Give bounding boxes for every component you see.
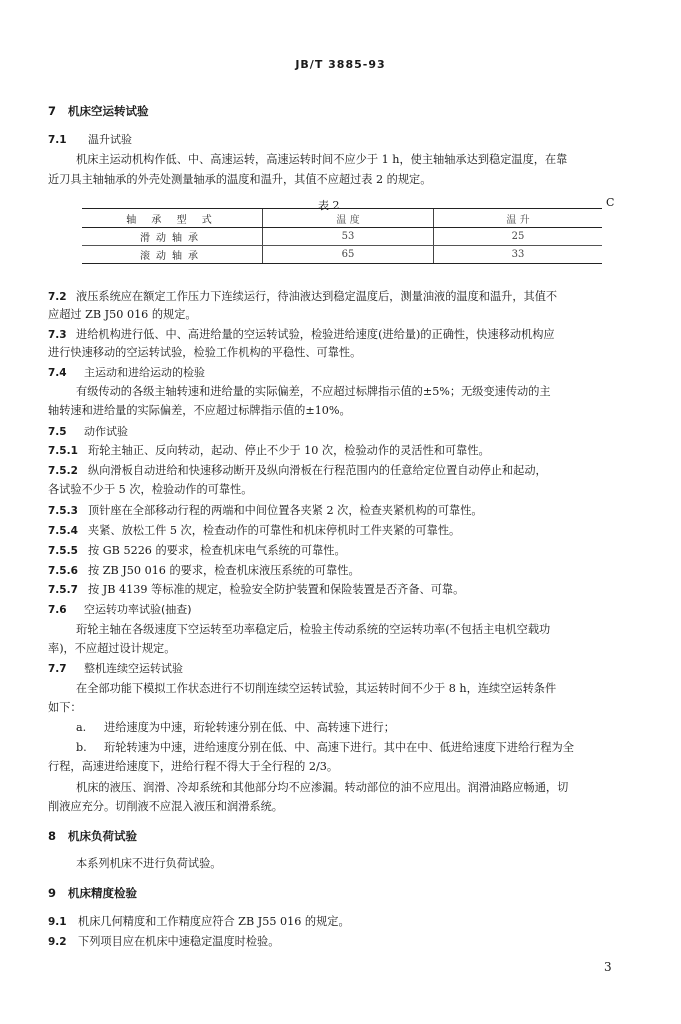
- list-marker: b.: [76, 741, 87, 754]
- table-header-cell: 轴 承 型 式: [82, 209, 263, 228]
- clause-number: 7.5.4: [48, 525, 78, 537]
- clause-number: 9.1: [48, 916, 67, 928]
- table-cell: 滑动轴承: [82, 228, 263, 246]
- list-item-b: [76, 741, 574, 755]
- table-header-row: [82, 209, 602, 228]
- clause-number: 7.2: [48, 291, 67, 303]
- paragraph-line: 机床的液压、润滑、冷却系统和其他部分均不应渗漏。转动部位的油不应甩出。润滑油路应畅通，切: [76, 781, 569, 794]
- paragraph-line: 近刀具主轴轴承的外壳处测量轴承的温度和温升，其值不应超过表 2 的规定。: [48, 173, 432, 186]
- section-number: 7: [48, 104, 57, 118]
- paragraph-line: 轴转速和进给量的实际偏差，不应超过标牌指示值的±10%。: [48, 404, 351, 417]
- clause-7-5-2: [48, 464, 547, 478]
- clause-7-5-5: [48, 544, 346, 558]
- clause-number: 9.2: [48, 936, 67, 948]
- section-number: 8: [48, 829, 57, 843]
- table-cell: 滚动轴承: [82, 246, 263, 264]
- section-7-heading: [48, 104, 149, 118]
- table-header-cell: 温 度: [263, 209, 434, 228]
- clause-text: 顶针座在全部移动行程的两端和中间位置各夹紧 2 次，检查夹紧机构的可靠性。: [88, 504, 483, 517]
- list-item-a: [76, 721, 395, 735]
- clause-text: 机床几何精度和工作精度应符合 ZB J55 016 的规定。: [78, 915, 350, 928]
- section-title: 机床空运转试验: [68, 104, 149, 118]
- paragraph-line: 率)，不应超过设计规定。: [48, 642, 176, 655]
- paragraph-line: 进给机构进行低、中、高进给量的空运转试验，检验进给速度(进给量)的正确性，快速移动机构应: [76, 328, 555, 341]
- table-unit-mark: C: [606, 196, 615, 209]
- table-row: [82, 246, 602, 264]
- list-text: 进给速度为中速，珩轮转速分别在低、中、高转速下进行；: [104, 721, 395, 734]
- clause-7-5-6: [48, 564, 360, 578]
- clause-text: 按 GB 5226 的要求，检查机床电气系统的可靠性。: [88, 544, 346, 557]
- paragraph-line: 行程，高速进给速度下，进给行程不得大于全行程的 2/3。: [48, 760, 339, 773]
- clause-7-5-7: [48, 583, 464, 597]
- clause-7-2: [48, 290, 557, 304]
- paragraph-line: 在全部功能下模拟工作状态进行不切削连续空运转试验，其运转时间不少于 8 h，连续空运转条件: [76, 682, 557, 695]
- section-number: 7.6: [48, 604, 67, 616]
- clause-text: 夹紧、放松工件 5 次，检查动作的可靠性和机床停机时工件夹紧的可靠性。: [88, 524, 461, 537]
- table-cell: 53: [263, 228, 434, 246]
- paragraph-line: 珩轮主轴在各级速度下空运转至功率稳定后，检验主传动系统的空运转功率(不包括主电机空载功: [76, 623, 551, 636]
- clause-9-1: [48, 915, 350, 929]
- table-caption: 表 2: [318, 199, 340, 212]
- section-number: 9: [48, 886, 57, 900]
- clause-7-5-3: [48, 504, 483, 518]
- clause-number: 7.5.2: [48, 465, 78, 477]
- clause-text: 下列项目应在机床中速稳定温度时检验。: [78, 935, 280, 948]
- section-9-heading: [48, 886, 137, 900]
- clause-text: 按 JB 4139 等标准的规定，检验安全防护装置和保险装置是否齐备、可靠。: [88, 583, 465, 596]
- clause-number: 7.5.5: [48, 545, 78, 557]
- section-7-7-heading: [48, 662, 183, 676]
- clause-7-5-1: [48, 444, 490, 458]
- section-title: 机床精度检验: [68, 886, 138, 900]
- clause-number: 7.5.1: [48, 445, 78, 457]
- clause-text: 纵向滑板自动进给和快速移动断开及纵向滑板在行程范围内的任意给定位置自动停止和起动，: [88, 464, 547, 477]
- section-7-5-heading: [48, 425, 128, 439]
- page-number: 3: [604, 960, 612, 974]
- section-8-heading: [48, 829, 137, 843]
- section-number: 7.5: [48, 426, 67, 438]
- section-title: 整机连续空运转试验: [84, 662, 183, 675]
- clause-number: 7.5.7: [48, 584, 78, 596]
- table-cell: 25: [434, 228, 603, 246]
- section-number: 7.4: [48, 367, 67, 379]
- clause-number: 7.5.3: [48, 505, 78, 517]
- list-marker: a.: [76, 721, 87, 734]
- table-cell: 33: [434, 246, 603, 264]
- table-row: [82, 228, 602, 246]
- clause-7-3: [48, 328, 555, 342]
- clause-7-5-4: [48, 524, 460, 538]
- section-7-1-heading: [48, 133, 132, 147]
- paragraph-line: 机床主运动机构作低、中、高速运转，高速运转时间不应少于 1 h，使主轴轴承达到稳定温度，在靠: [76, 153, 568, 166]
- paragraph-line: 液压系统应在额定工作压力下连续运行，待油液达到稳定温度后，测量油液的温度和温升，其值不: [76, 290, 558, 303]
- clause-text: 珩轮主轴正、反向转动，起动、停止不少于 10 次，检验动作的灵活性和可靠性。: [88, 444, 490, 457]
- section-number: 7.7: [48, 663, 67, 675]
- section-title: 主运动和进给运动的检验: [84, 366, 205, 379]
- clause-9-2: [48, 935, 279, 949]
- paragraph-line: 有级传动的各级主轴转速和进给量的实际偏差，不应超过标牌指示值的±5%；无级变速传动的主: [76, 385, 551, 398]
- paragraph-line: 如下：: [48, 701, 82, 714]
- section-title: 动作试验: [84, 425, 128, 438]
- section-number: 7.1: [48, 134, 67, 146]
- paragraph-line: 进行快速移动的空运转试验，检验工作机构的平稳性、可靠性。: [48, 346, 362, 359]
- section-title: 机床负荷试验: [68, 829, 138, 843]
- section-7-6-heading: [48, 603, 192, 617]
- table-2: [82, 208, 602, 264]
- paragraph-line: 各试验不少于 5 次，检验动作的可靠性。: [48, 483, 253, 496]
- page-header: JB/T 3885-93: [295, 58, 386, 71]
- section-7-4-heading: [48, 366, 205, 380]
- clause-number: 7.5.6: [48, 565, 78, 577]
- section-title: 空运转功率试验(抽查): [84, 603, 192, 616]
- table-header-cell: 温 升: [434, 209, 603, 228]
- clause-number: 7.3: [48, 329, 67, 341]
- clause-text: 按 ZB J50 016 的要求，检查机床液压系统的可靠性。: [88, 564, 360, 577]
- paragraph-line: 应超过 ZB J50 016 的规定。: [48, 308, 197, 321]
- paragraph-line: 削液应充分。切削液不应混入液压和润滑系统。: [48, 800, 283, 813]
- paragraph-line: 本系列机床不进行负荷试验。: [76, 857, 222, 870]
- list-text: 珩轮转速为中速，进给速度分别在低、中、高速下进行。其中在中、低进给速度下进给行程为全: [104, 741, 574, 754]
- table-cell: 65: [263, 246, 434, 264]
- section-title: 温升试验: [88, 133, 132, 146]
